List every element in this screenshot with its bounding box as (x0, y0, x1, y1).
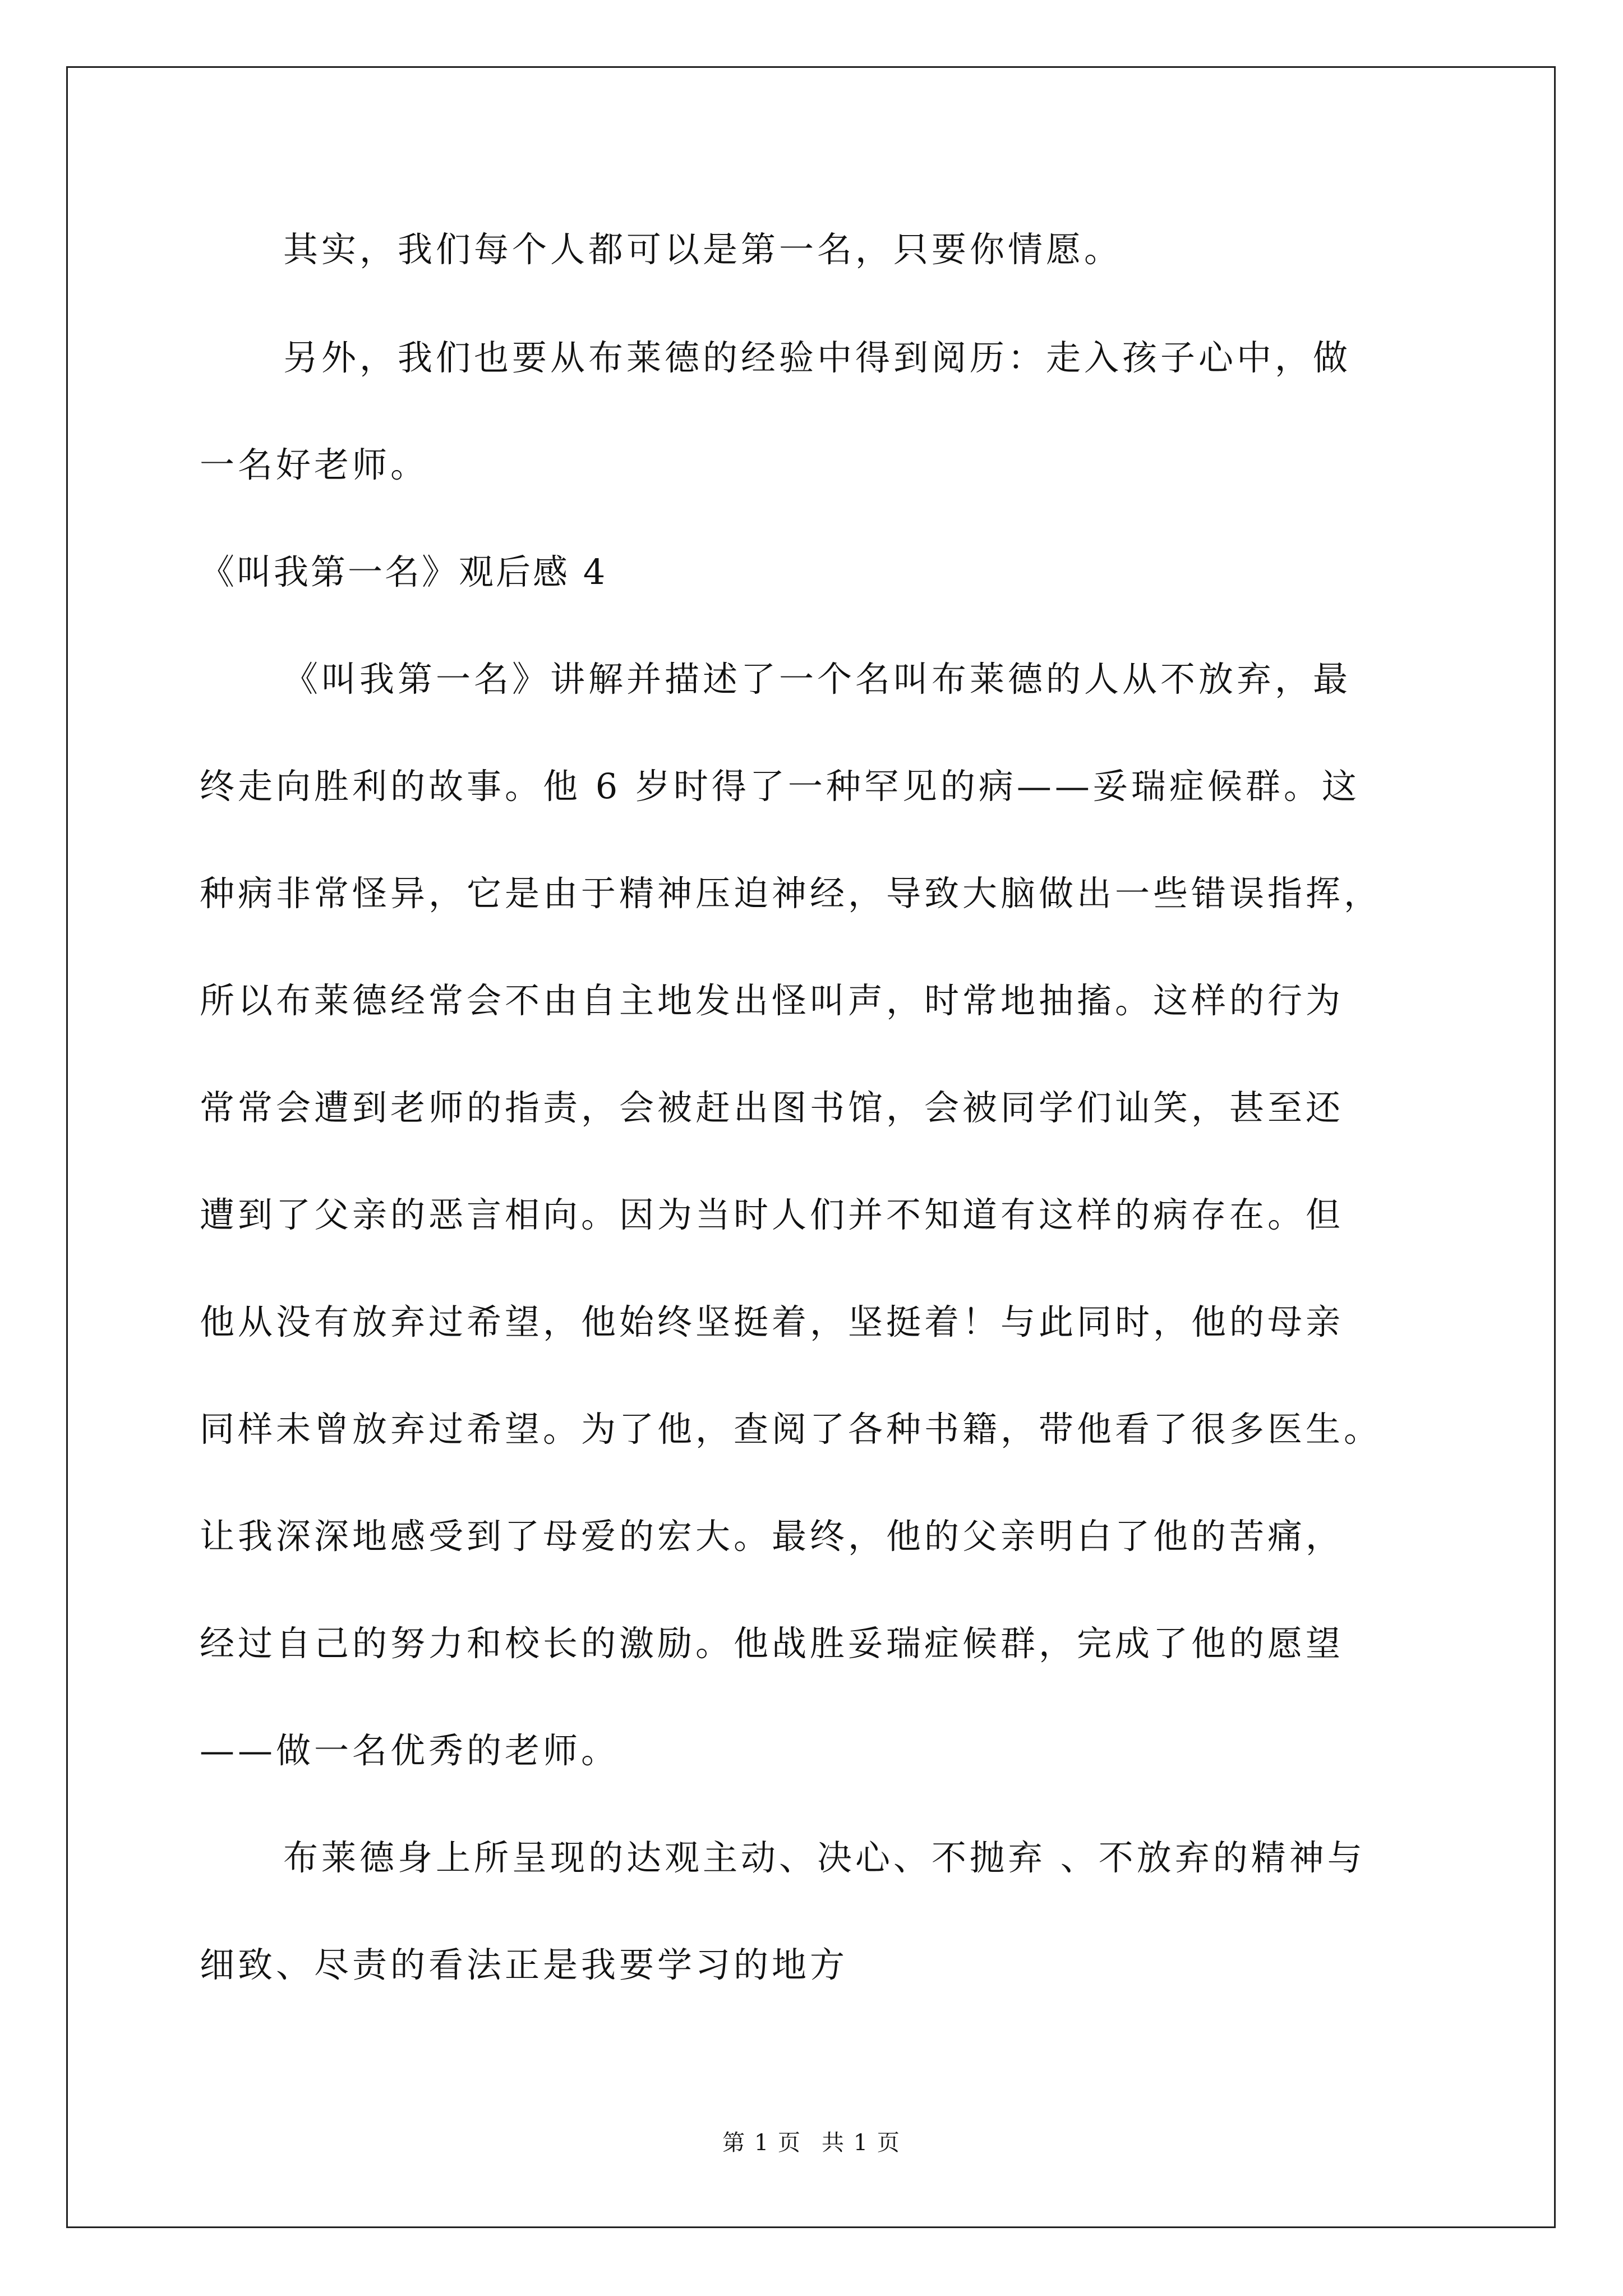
paragraph-line: 同样未曾放弃过希望。为了他，查阅了各种书籍，带他看了很多医生。 (200, 1409, 1382, 1450)
paragraph-line: 遭到了父亲的恶言相向。因为当时人们并不知道有这样的病存在。但 (200, 1194, 1344, 1235)
section-heading: 《叫我第一名》观后感 4 (200, 551, 608, 592)
page-footer (0, 2129, 1623, 2157)
paragraph-line: 经过自己的努力和校长的激励。他战胜妥瑞症候群，完成了他的愿望 (200, 1623, 1344, 1664)
paragraph-line: 《叫我第一名》讲解并描述了一个名叫布莱德的人从不放弃，最 (283, 659, 1352, 700)
paragraph-line: 让我深深地感受到了母爱的宏大。最终，他的父亲明白了他的苦痛， (200, 1516, 1344, 1557)
paragraph-line: 终走向胜利的故事。他 6 岁时得了一种罕见的病——妥瑞症候群。这 (200, 766, 1360, 807)
paragraph-line: 其实，我们每个人都可以是第一名，只要你情愿。 (283, 229, 1123, 270)
page-total: 共 1 页 (822, 2130, 901, 2156)
paragraph-line: 他从没有放弃过希望，他始终坚挺着，坚挺着！与此同时，他的母亲 (200, 1301, 1344, 1342)
paragraph-line: 所以布莱德经常会不由自主地发出怪叫声，时常地抽搐。这样的行为 (200, 980, 1344, 1021)
paragraph-line: 一名好老师。 (200, 444, 429, 485)
paragraph-line: 常常会遭到老师的指责，会被赶出图书馆，会被同学们讪笑，甚至还 (200, 1087, 1344, 1128)
page-border (66, 66, 1556, 2228)
paragraph-line: 细致、尽责的看法正是我要学习的地方 (200, 1944, 849, 1985)
paragraph-line: 另外，我们也要从布莱德的经验中得到阅历：走入孩子心中，做 (283, 337, 1352, 378)
paragraph-line: 布莱德身上所呈现的达观主动、决心、不抛弃 、不放弃的精神与 (283, 1837, 1366, 1878)
page-number: 第 1 页 (722, 2130, 801, 2156)
paragraph-line: 种病非常怪异，它是由于精神压迫神经，导致大脑做出一些错误指挥， (200, 873, 1382, 914)
paragraph-line: ——做一名优秀的老师。 (200, 1730, 620, 1771)
